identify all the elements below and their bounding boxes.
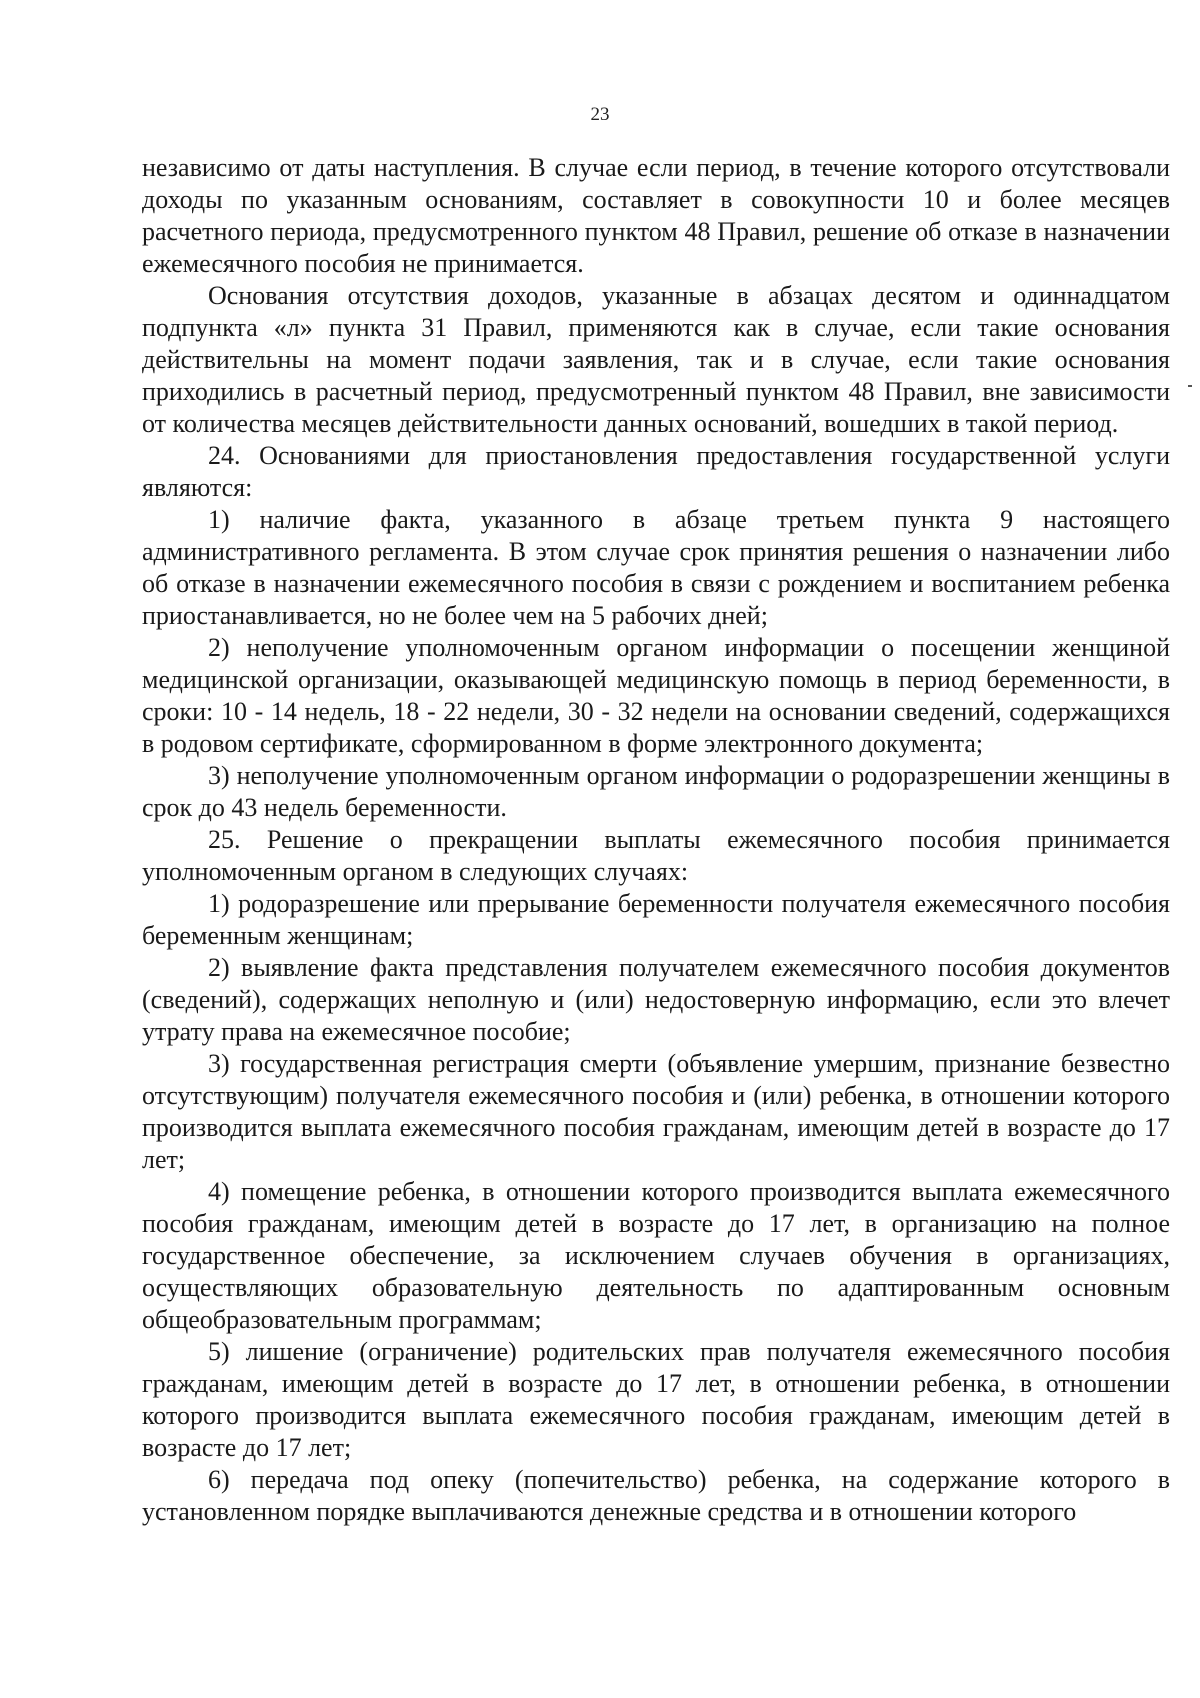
paragraph: Основания отсутствия доходов, указанные в абзацах десятом и одиннадцатом подпункта «л» пункта 31 Правил, применяются как в случае, если такие основания действительны на момент подачи заявления, так и в случае, если такие основания приходились в расчетный период, предусмотренный пунктом 48 Правил, вне зависимости от количества месяцев действительности данных оснований, вошедших в такой период. <box>142 281 1170 438</box>
paragraph: 2) выявление факта представления получателем ежемесячного пособия документов (сведений), содержащих неполную и (или) недостоверную информацию, если это влечет утрату права на ежемесячное пособие; <box>142 953 1170 1046</box>
paragraph: 2) неполучение уполномоченным органом информации о посещении женщиной медицинской организации, оказывающей медицинскую помощь в период беременности, в сроки: 10 - 14 недель, 18 - 22 недели, 30 - 32 недели на основании сведений, содержащихся в родовом сертификате, сформированном в форме электронного документа; <box>142 633 1170 758</box>
paragraph: 3) государственная регистрация смерти (объявление умершим, признание безвестно отсутствующим) получателя ежемесячного пособия и (или) ребенка, в отношении которого производится выплата ежемесячного пособия гражданам, имеющим детей в возрасте до 17 лет; <box>142 1049 1170 1174</box>
paragraph: независимо от даты наступления. В случае если период, в течение которого отсутствовали доходы по указанным основаниям, составляет в совокупности 10 и более месяцев расчетного периода, предусмотренного пунктом 48 Правил, решение об отказе в назначении ежемесячного пособия не принимается. <box>142 153 1170 278</box>
paragraph: 4) помещение ребенка, в отношении которого производится выплата ежемесячного пособия гражданам, имеющим детей в возрасте до 17 лет, в организацию на полное государственное обеспечение, за исключением случаев обучения в организациях, осуществляющих образовательную деятельность по адаптированным основным общеобразовательным программам; <box>142 1177 1170 1334</box>
document-body <box>142 152 1170 1528</box>
paragraph: 25. Решение о прекращении выплаты ежемесячного пособия принимается уполномоченным органом в следующих случаях: <box>142 825 1170 886</box>
page-number: 23 <box>590 104 610 125</box>
paragraph: 3) неполучение уполномоченным органом информации о родоразрешении женщины в срок до 43 недель беременности. <box>142 761 1170 822</box>
paragraph: 6) передача под опеку (попечительство) ребенка, на содержание которого в установленном порядке выплачиваются денежные средства и в отношении которого <box>142 1465 1170 1526</box>
paragraph: 5) лишение (ограничение) родительских прав получателя ежемесячного пособия гражданам, имеющим детей в возрасте до 17 лет, в отношении ребенка, в отношении которого производится выплата ежемесячного пособия гражданам, имеющим детей в возрасте до 17 лет; <box>142 1337 1170 1462</box>
paragraph: 24. Основаниями для приостановления предоставления государственной услуги являются: <box>142 441 1170 502</box>
paragraph: 1) наличие факта, указанного в абзаце третьем пункта 9 настоящего административного регламента. В этом случае срок принятия решения о назначении либо об отказе в назначении ежемесячного пособия в связи с рождением и воспитанием ребенка приостанавливается, но не более чем на 5 рабочих дней; <box>142 505 1170 630</box>
scan-margin-mark <box>1188 385 1192 387</box>
paragraph: 1) родоразрешение или прерывание беременности получателя ежемесячного пособия беременным женщинам; <box>142 889 1170 950</box>
